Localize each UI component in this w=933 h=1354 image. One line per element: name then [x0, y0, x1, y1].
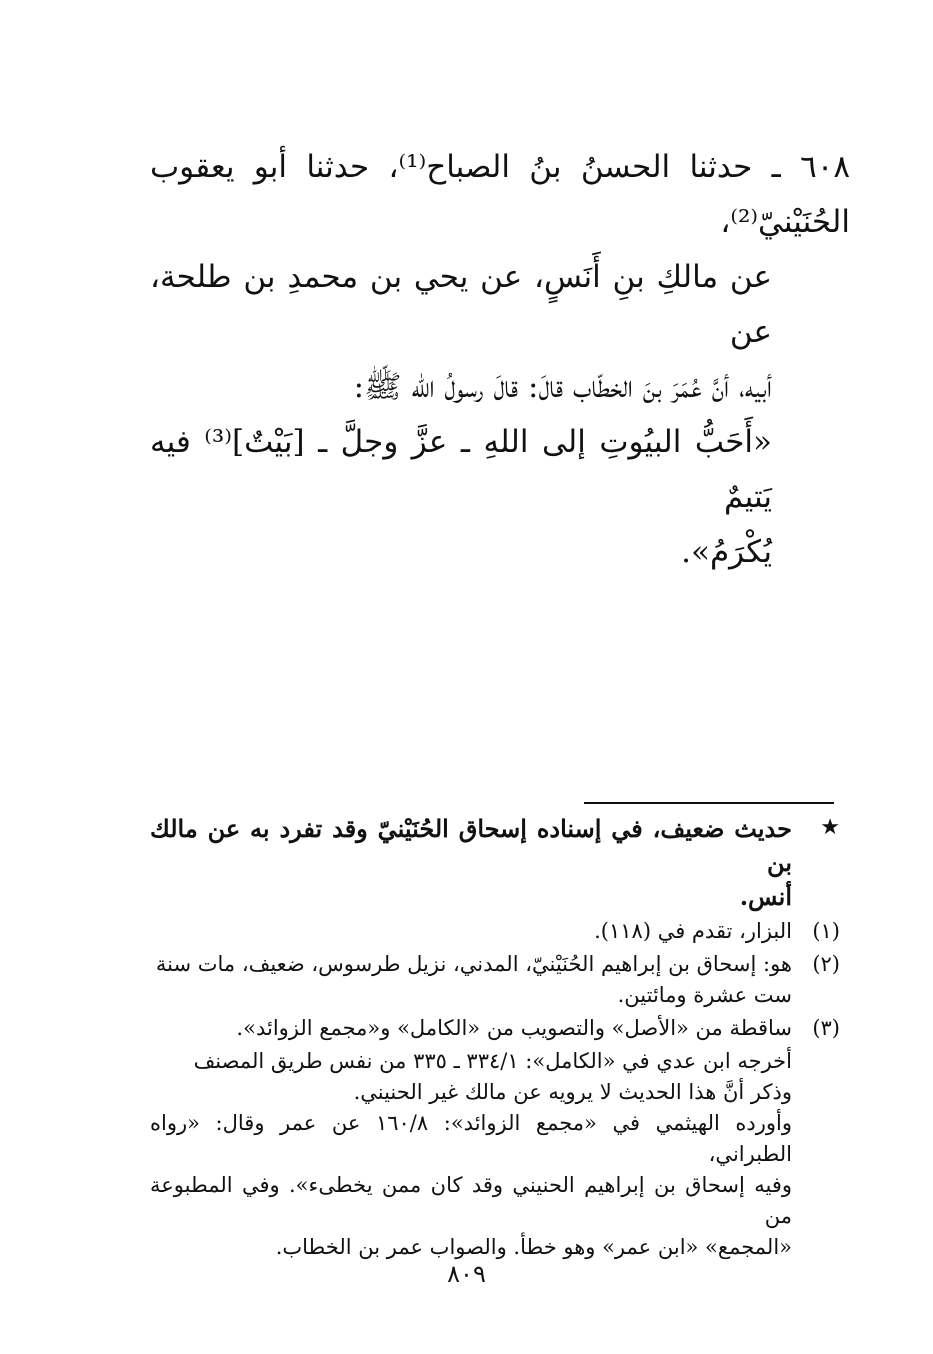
footnote-line: البزار، تقدم في (١١٨).	[594, 919, 792, 943]
footnote-marker: (٣)	[812, 1016, 840, 1040]
hadith-line: يُكْرَمُ».	[681, 534, 772, 570]
hadith-text	[150, 140, 850, 580]
footnote-extra-1	[150, 1046, 840, 1108]
footnote-body	[150, 949, 792, 1011]
footnote-line: «المجمع» «ابن عمر» وهو خطأ. والصواب عمر بن الخطاب.	[275, 1235, 792, 1259]
hadith-line	[150, 140, 850, 250]
footnote-extra-2	[150, 1108, 840, 1263]
hadith-line: «أَحَبُّ البيُوتِ إلى اللهِ ـ عزَّ وجلَّ ـ [بَيْتٌ]⁽³⁾ فيه يَتيمٌ	[150, 424, 772, 515]
footnote-2	[150, 949, 840, 1011]
footnote-line: ساقطة من «الأصل» والتصويب من «الكامل» و«مجمع الزوائد».	[236, 1016, 792, 1040]
footnote-body	[150, 916, 792, 947]
footnote-grade	[150, 812, 840, 914]
hadith-line-text: حدثنا الحسنُ بنُ الصباح⁽¹⁾، حدثنا أبو يعقوب الحُنَيْنيّ⁽²⁾،	[150, 149, 850, 240]
star-icon: ★	[820, 815, 840, 840]
hadith-number: ٦٠٨ ـ	[771, 149, 851, 185]
footnote-marker: (١)	[812, 919, 840, 943]
footnote-line: وفيه إسحاق بن إبراهيم الحنيني وقد كان ممن يخطىء». وفي المطبوعة من	[150, 1173, 792, 1228]
footnote-body	[150, 1013, 792, 1044]
footnote-separator	[584, 802, 834, 804]
footnote-marker: (٢)	[812, 952, 840, 976]
footnote-line: وأورده الهيثمي في «مجمع الزوائد»: ١٦٠/٨ عن عمر وقال: «رواه الطبراني،	[150, 1111, 792, 1166]
footnote-line: أخرجه ابن عدي في «الكامل»: ٣٣٤/١ ـ ٣٣٥ من نفس طريق المصنف	[193, 1049, 792, 1073]
footnotes	[150, 812, 840, 1263]
footnote-body	[150, 812, 792, 914]
footnote-line: حديث ضعيف، في إسناده إسحاق الحُنَيْنيّ وقد تفرد به عن مالك بن	[150, 814, 792, 877]
footnote-line: وذكر أنَّ هذا الحديث لا يرويه عن مالك غير الحنيني.	[353, 1080, 792, 1104]
footnote-line: أنس.	[739, 882, 792, 911]
hadith-line: عن مالكِ بنِ أَنَسٍ، عن يحي بن محمدِ بن طلحة، عن	[150, 259, 772, 350]
hadith-line: أبيه، أنَّ عُمَرَ بنَ الخطّاب قالَ: قالَ رسولُ الله ﷺ:	[353, 369, 772, 405]
footnote-line: هو: إسحاق بن إبراهيم الحُنَيْنيّ، المدني، نزيل طرسوس، ضعيف، مات سنة	[155, 952, 792, 976]
footnote-1	[150, 916, 840, 947]
page-number: ٨٠٩	[447, 1260, 486, 1288]
hadith-paragraph	[150, 140, 850, 580]
footnote-3	[150, 1013, 840, 1044]
footnote-line: ست عشرة ومائتين.	[617, 983, 792, 1007]
